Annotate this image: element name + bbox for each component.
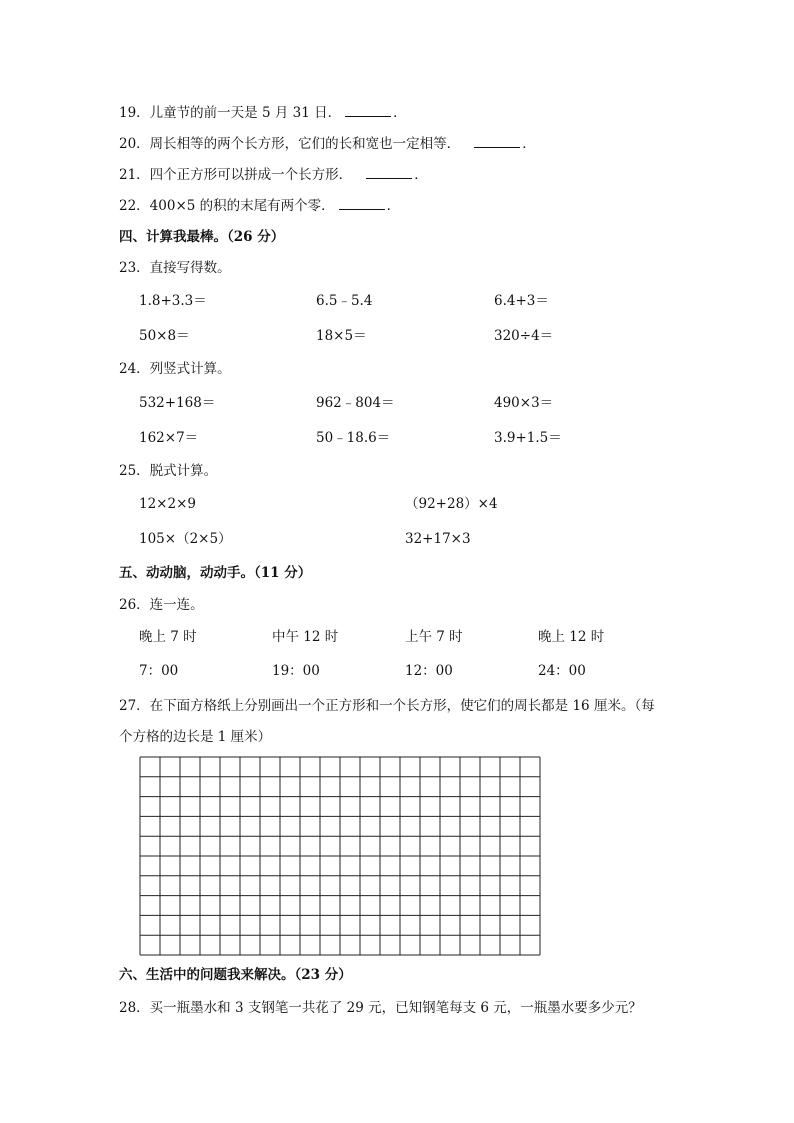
question-end: ． xyxy=(386,198,401,214)
question-text: 19．儿童节的前一天是 5 月 31 日． xyxy=(119,105,342,121)
section-4-heading: 四、计算我最棒。（26 分） xyxy=(119,229,285,245)
answer-blank[interactable] xyxy=(339,197,385,210)
question-end: ． xyxy=(393,105,407,121)
question-28: 28．买一瓶墨水和 3 支钢笔一共花了 29 元，已知钢笔每支 6 元，一瓶墨水要多少元？ xyxy=(119,1000,642,1016)
question-text: 21．四个正方形可以拼成一个长方形． xyxy=(119,167,353,183)
answer-blank[interactable] xyxy=(345,104,391,117)
question-27-line-1: 27．在下面方格纸上分别画出一个正方形和一个长方形，使它们的周长都是 16 厘米。（每 xyxy=(119,698,655,714)
calc-item: 532+168＝ xyxy=(139,395,216,411)
question-21 xyxy=(119,166,428,184)
match-item-top[interactable]: 中午 12 时 xyxy=(272,629,339,645)
calc-item: 18×5＝ xyxy=(316,328,367,344)
match-item-bottom[interactable]: 12：00 xyxy=(405,663,453,679)
question-end: ． xyxy=(522,136,536,152)
calc-item: 162×7＝ xyxy=(139,430,199,446)
section-5-heading: 五、动动脑，动动手。（11 分） xyxy=(119,565,312,581)
question-20 xyxy=(119,135,536,153)
question-24-title: 24．列竖式计算。 xyxy=(119,361,231,377)
match-item-top[interactable]: 晚上 12 时 xyxy=(538,629,605,645)
calc-item: 962﹣804＝ xyxy=(316,395,395,411)
section-6-heading: 六、生活中的问题我来解决。（23 分） xyxy=(119,967,352,983)
question-22 xyxy=(119,197,400,215)
grid-paper[interactable] xyxy=(139,756,541,956)
match-item-top[interactable]: 上午 7 时 xyxy=(405,629,463,645)
calc-item: 50﹣18.6＝ xyxy=(316,430,391,446)
question-23-title: 23．直接写得数。 xyxy=(119,260,231,276)
calc-item: 32+17×3 xyxy=(405,531,471,547)
answer-blank[interactable] xyxy=(366,166,412,179)
question-25-title: 25．脱式计算。 xyxy=(119,463,218,479)
answer-blank[interactable] xyxy=(474,135,520,148)
calc-item: （92+28）×4 xyxy=(405,496,498,512)
question-end: ． xyxy=(414,167,428,183)
calc-item: 50×8＝ xyxy=(139,328,190,344)
match-item-top[interactable]: 晚上 7 时 xyxy=(139,629,197,645)
question-19 xyxy=(119,104,407,122)
question-text: 20．周长相等的两个长方形，它们的长和宽也一定相等． xyxy=(119,136,461,152)
match-item-bottom[interactable]: 24：00 xyxy=(538,663,586,679)
match-item-bottom[interactable]: 19：00 xyxy=(272,663,320,679)
calc-item: 320÷4＝ xyxy=(494,328,554,344)
question-27-line-2: 个方格的边长是 1 厘米） xyxy=(119,729,272,745)
calc-item: 3.9+1.5＝ xyxy=(494,430,562,446)
calc-item: 1.8+3.3＝ xyxy=(139,293,207,309)
calc-item: 105×（2×5） xyxy=(139,531,232,547)
question-text: 22．400×5 的积的末尾有两个零． xyxy=(119,198,335,214)
calc-item: 6.5﹣5.4 xyxy=(316,293,373,309)
calc-item: 490×3＝ xyxy=(494,395,554,411)
question-26-title: 26．连一连。 xyxy=(119,597,204,613)
match-item-bottom[interactable]: 7：00 xyxy=(139,663,179,679)
calc-item: 6.4+3＝ xyxy=(494,293,549,309)
calc-item: 12×2×9 xyxy=(139,496,196,512)
